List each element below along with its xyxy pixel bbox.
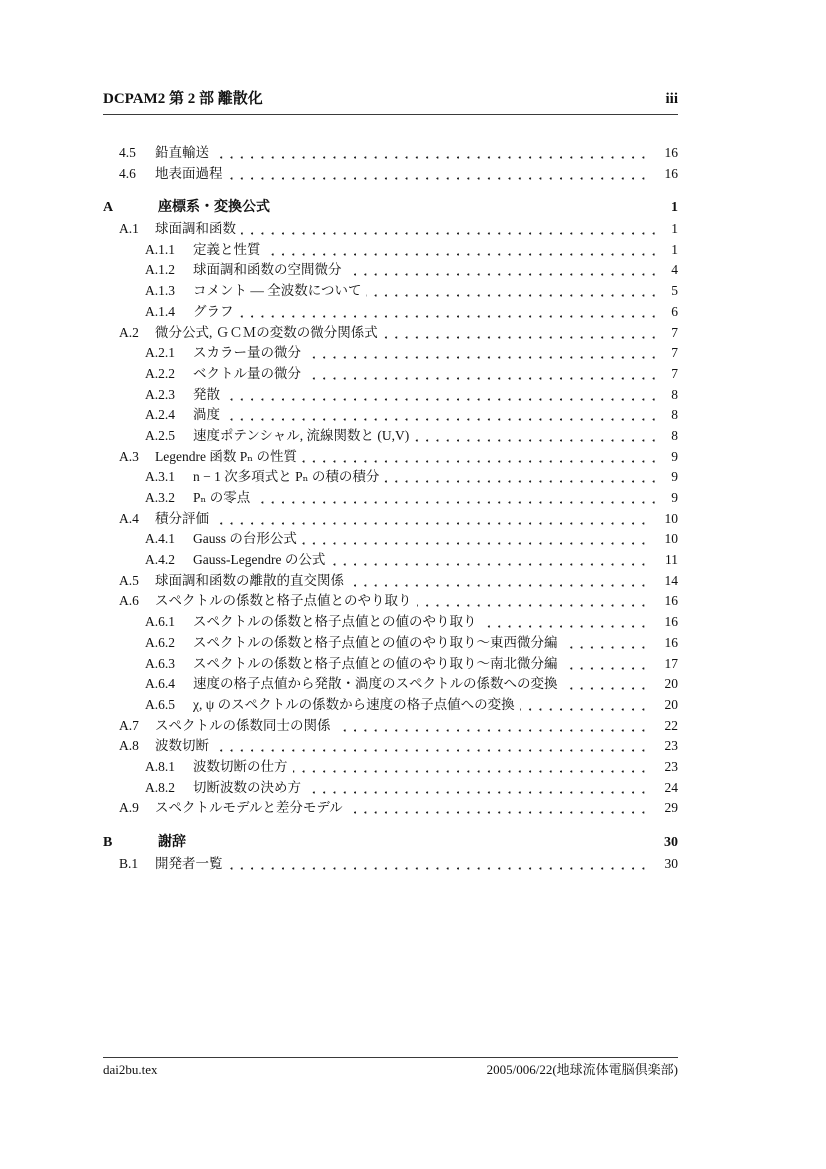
toc-entry-number: A.6.1 (103, 612, 193, 633)
toc-entry (103, 447, 678, 468)
toc-entry (103, 674, 678, 695)
toc-entry-title: 速度ポテンシャル, 流線関数と (U,V) (193, 426, 414, 447)
toc-entry-page: 6 (657, 302, 678, 323)
toc-entry-title: スペクトルの係数と格子点値との値のやり取り (193, 612, 482, 633)
toc-entry-page: 23 (651, 757, 679, 778)
header-document-title: DCPAM2 第 2 部 離散化 (103, 91, 263, 107)
toc-entry (103, 364, 678, 385)
toc-entry-number: A.3.2 (103, 488, 193, 509)
toc-entry-number: A.2.1 (103, 343, 193, 364)
toc-entry-page: 10 (651, 529, 679, 550)
toc-entry (103, 302, 678, 323)
toc-entry-page: 30 (650, 833, 678, 854)
toc-entry-page: 17 (651, 654, 679, 675)
toc-entry-page: 16 (651, 164, 679, 185)
toc-entry-page: 9 (657, 488, 678, 509)
toc-entry-number: A.8.1 (103, 757, 193, 778)
toc-entry-number: A.6.3 (103, 654, 193, 675)
toc-entry-number: A.4 (103, 509, 155, 530)
toc-entry (103, 529, 678, 550)
toc-entry-page: 16 (651, 612, 679, 633)
toc-entry-number: A.1 (103, 219, 155, 240)
toc-entry-page: 16 (651, 591, 679, 612)
toc-entry-page: 23 (651, 736, 679, 757)
toc-entry (103, 426, 678, 447)
toc-entry (103, 385, 678, 406)
toc-entry-title: スペクトルの係数と格子点値との値のやり取り〜南北微分編 (193, 654, 563, 675)
toc-entry-title: 球面調和函数の空間微分 (193, 260, 347, 281)
toc-entry-page: 1 (657, 198, 678, 219)
toc-entry (103, 405, 678, 426)
toc-entry-title: スカラー量の微分 (193, 343, 306, 364)
toc-entry-number: A.9 (103, 798, 155, 819)
toc-entry-number: A.6.5 (103, 695, 193, 716)
toc-entry-title: 座標系・変換公式 (158, 198, 275, 219)
toc-entry (103, 612, 678, 633)
header-page-number: iii (665, 91, 678, 107)
toc-entry-title: 鉛直輸送 (155, 143, 214, 164)
toc-entry-number: A.4.2 (103, 550, 193, 571)
toc-entry (103, 343, 678, 364)
toc-entry-number: A.2.3 (103, 385, 193, 406)
toc-entry-page: 8 (657, 426, 678, 447)
footer-date-organization: 2005/006/22(地球流体電脳倶楽部) (486, 1062, 678, 1077)
toc-entry-number: A.1.4 (103, 302, 193, 323)
toc-entry-page: 14 (651, 571, 679, 592)
toc-entry-title: 開発者一覧 (155, 854, 228, 875)
toc-entry-number: A.3 (103, 447, 155, 468)
page-header (103, 90, 678, 115)
toc-entry (103, 240, 678, 261)
toc-entry-number: 4.6 (103, 164, 155, 185)
toc-entry (103, 509, 678, 530)
toc-entry-title: n − 1 次多項式と Pₙ の積の積分 (193, 467, 384, 488)
toc-entry (103, 219, 678, 240)
toc-entry-page: 5 (657, 281, 678, 302)
toc-entry-title: χ, ψ のスペクトルの係数から速度の格子点値への変換 (193, 695, 520, 716)
toc-entry-title: 謝辞 (158, 833, 191, 854)
toc-entry (103, 323, 678, 344)
toc-entry-number: A.1.2 (103, 260, 193, 281)
toc-entry (103, 164, 678, 185)
toc-entry-page: 8 (657, 385, 678, 406)
toc-entry-title: 速度の格子点値から発散・渦度のスペクトルの係数への変換 (193, 674, 563, 695)
toc-entry-page: 1 (657, 240, 678, 261)
toc-entry-number: A.6 (103, 591, 155, 612)
toc-entry (103, 854, 678, 875)
toc-entry (103, 550, 678, 571)
toc-entry-page: 9 (657, 447, 678, 468)
toc-entry-number: B (103, 833, 158, 854)
toc-entry (103, 467, 678, 488)
toc-entry-title: Gauss の台形公式 (193, 529, 302, 550)
toc-entry (103, 143, 678, 164)
toc-entry-title: 発散 (193, 385, 225, 406)
toc-entry (103, 488, 678, 509)
toc-entry-number: A.7 (103, 716, 155, 737)
toc-entry-number: A.1.1 (103, 240, 193, 261)
toc-entry-title: 積分評価 (155, 509, 214, 530)
toc-entry-title: 定義と性質 (193, 240, 266, 261)
toc-entry-page: 22 (651, 716, 679, 737)
toc-entry-number: A.2.4 (103, 405, 193, 426)
toc-entry-title: スペクトルモデルと差分モデル (155, 798, 348, 819)
toc-entry-number: A.4.1 (103, 529, 193, 550)
toc-entry (103, 260, 678, 281)
toc-entry-title: ベクトル量の微分 (193, 364, 306, 385)
toc-entry-page: 7 (657, 364, 678, 385)
toc-entry-title: 波数切断 (155, 736, 214, 757)
toc-entry-title: グラフ (193, 302, 239, 323)
toc-entry (103, 736, 678, 757)
toc-entry-page: 4 (657, 260, 678, 281)
toc-entry (103, 757, 678, 778)
toc-entry (103, 695, 678, 716)
page-footer (103, 1057, 678, 1078)
toc-entry-page: 7 (657, 323, 678, 344)
toc-entry-page: 11 (651, 550, 678, 571)
toc-entry (103, 633, 678, 654)
toc-entry (103, 833, 678, 854)
toc-entry-title: 球面調和函数の離散的直交関係 (155, 571, 349, 592)
toc-entry-page: 16 (651, 143, 679, 164)
toc-entry-title: Pₙ の零点 (193, 488, 255, 509)
toc-entry-page: 7 (657, 343, 678, 364)
toc-entry-title: Legendre 函数 Pₙ の性質 (155, 447, 302, 468)
toc-entry-number: A.6.4 (103, 674, 193, 695)
toc-entry-title: スペクトルの係数と格子点値との値のやり取り〜東西微分編 (193, 633, 563, 654)
toc (103, 143, 678, 874)
toc-entry (103, 198, 678, 219)
toc-entry (103, 654, 678, 675)
toc-entry-title: スペクトルの係数同士の関係 (155, 716, 336, 737)
toc-entry-page: 9 (657, 467, 678, 488)
toc-entry-page: 1 (657, 219, 678, 240)
toc-entry (103, 281, 678, 302)
toc-entry-number: A.8 (103, 736, 155, 757)
toc-entry-title: 球面調和函数 (155, 219, 241, 240)
toc-entry-title: コメント — 全波数について (193, 281, 366, 302)
toc-entry-number: A.1.3 (103, 281, 193, 302)
toc-entry-title: スペクトルの係数と格子点値とのやり取り (155, 591, 417, 612)
toc-entry-number: 4.5 (103, 143, 155, 164)
toc-entry-number: A.6.2 (103, 633, 193, 654)
toc-entry-page: 20 (651, 695, 679, 716)
toc-entry-number: B.1 (103, 854, 155, 875)
toc-entry-number: A (103, 198, 158, 219)
toc-entry-title: 切断波数の決め方 (193, 778, 306, 799)
toc-entry-page: 29 (651, 798, 679, 819)
toc-entry-title: 地表面過程 (155, 164, 228, 185)
toc-entry (103, 778, 678, 799)
toc-entry-page: 30 (651, 854, 679, 875)
toc-entry-title: Gauss-Legendre の公式 (193, 550, 330, 571)
toc-entry-number: A.2 (103, 323, 155, 344)
toc-entry-number: A.3.1 (103, 467, 193, 488)
toc-entry (103, 798, 678, 819)
toc-entry-page: 24 (651, 778, 679, 799)
toc-entry-page: 8 (657, 405, 678, 426)
toc-entry-page: 20 (651, 674, 679, 695)
toc-entry-number: A.2.5 (103, 426, 193, 447)
toc-entry-title: 微分公式, ＧＣＭの変数の微分関係式 (155, 323, 383, 344)
toc-entry (103, 716, 678, 737)
toc-entry-title: 波数切断の仕方 (193, 757, 293, 778)
toc-entry (103, 571, 678, 592)
toc-entry-number: A.2.2 (103, 364, 193, 385)
toc-entry-page: 16 (651, 633, 679, 654)
toc-entry (103, 591, 678, 612)
toc-entry-number: A.5 (103, 571, 155, 592)
toc-entry-page: 10 (651, 509, 679, 530)
toc-entry-number: A.8.2 (103, 778, 193, 799)
footer-filename: dai2bu.tex (103, 1062, 158, 1077)
toc-entry-title: 渦度 (193, 405, 225, 426)
